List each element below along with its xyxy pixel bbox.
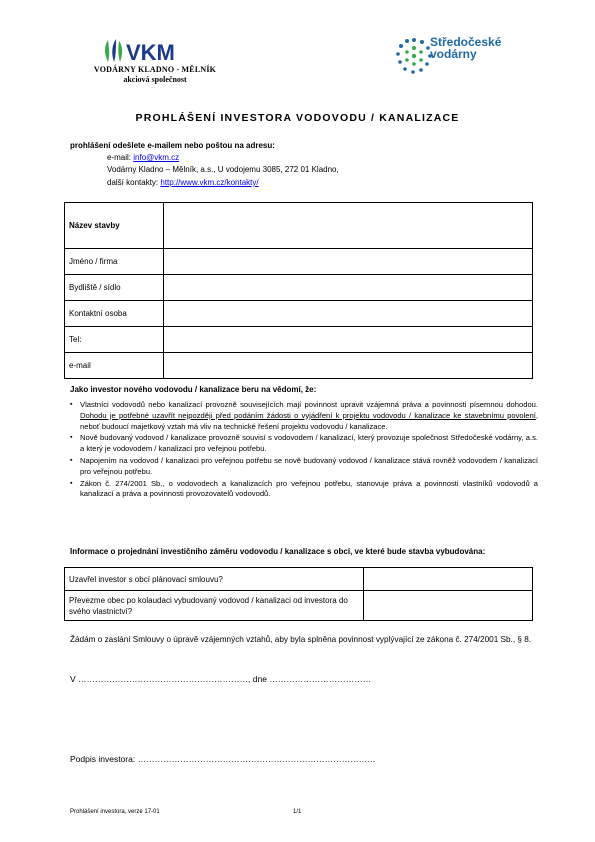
question-planning-contract: Uzavřel investor s obcí plánovací smlouvu? — [65, 568, 364, 591]
signature-line[interactable]: Podpis investora: ………………………………………………………………………… — [70, 754, 376, 764]
form-field-address[interactable] — [164, 275, 533, 301]
form-field-contact-person[interactable] — [164, 301, 533, 327]
form-row — [65, 327, 533, 353]
form-label-name: Jméno / firma — [65, 249, 164, 275]
question-ownership-transfer: Převezme obec po kolaudaci vybudovaný vodovod / kanalizaci od investora do svého vlastnictví? — [65, 591, 364, 621]
form-field-name[interactable] — [164, 249, 533, 275]
list-item: ▪ Napojením na vodovod / kanalizaci pro veřejnou potřebu se nově budovaný vodovod / kanalizace stává rovněž vodovodem / kanalizací pro veřejnou potřebu. — [68, 456, 538, 478]
form-row — [65, 275, 533, 301]
form-label-address: Bydliště / sídlo — [65, 275, 164, 301]
form-row — [65, 249, 533, 275]
form-label-phone: Tel: — [65, 327, 164, 353]
footer-page-number: 1/1 — [293, 809, 302, 815]
form-field-project[interactable] — [164, 203, 533, 249]
form-field-phone[interactable] — [164, 327, 533, 353]
company-form: akciová společnost — [123, 75, 187, 84]
list-item — [68, 400, 538, 432]
send-contacts-line — [107, 177, 259, 188]
contacts-label: další kontakty: — [107, 178, 159, 187]
form-row — [65, 203, 533, 249]
form-row — [65, 301, 533, 327]
place-date-line[interactable]: V ……………………………………………………, dne ……………………………… — [70, 674, 372, 684]
bullet-1-underlined: Dohodu je potřebné uzavřít nejpozději před podáním žádosti o vyjádření k projektu vodovodu / kanalizace ke stavebnímu povolení — [80, 410, 536, 420]
partner-logo-line2: vodárny — [430, 47, 477, 61]
email-link[interactable]: info@vkm.cz — [133, 153, 180, 162]
company-name: VODÁRNY KLADNO - MĚLNÍK — [93, 65, 217, 74]
form-label-contact-person: Kontaktní osoba — [65, 301, 164, 327]
table-row — [65, 591, 533, 621]
vkm-logo-text: VKM — [126, 40, 175, 65]
acknowledge-intro: Jako investor nového vodovodu / kanalizace beru na vědomí, že: — [70, 385, 317, 394]
municipality-table — [64, 567, 533, 621]
send-address: Vodárny Kladno – Mělník, a.s., U vodojemu 3085, 272 01 Kladno, — [107, 165, 339, 174]
acknowledge-list — [68, 400, 538, 501]
vkm-logo — [100, 36, 210, 66]
municipality-heading: Informace o projednání investičního záměru vodovodu / kanalizace s obcí, ve které bude stavba vybudována: — [70, 547, 486, 556]
form-label-project: Název stavby — [65, 203, 164, 249]
list-item: ▪ Nově budovaný vodovod / kanalizace provozně souvisí s vodovodem / kanalizací, který provozuje společnost Středočeské vodárny, a.s. a který je vodovodem / kanalizací pro veřejnou potřebu. — [68, 433, 538, 455]
answer-planning-contract[interactable] — [364, 568, 533, 591]
send-instructions: prohlášení odešlete e-mailem nebo poštou na adresu: — [70, 141, 275, 150]
table-row — [65, 568, 533, 591]
partner-logo-text — [430, 36, 501, 60]
partner-logo-line1: Středočeské — [430, 35, 502, 49]
bullet-1-text: Vlastníci vodovodů nebo kanalizací provozně souvisejících mají povinnost upravit vzájemná práva a povinnosti písemnou dohodou. — [80, 400, 538, 409]
page-title: PROHLÁŠENÍ INVESTORA VODOVODU / KANALIZACE — [135, 112, 460, 124]
answer-ownership-transfer[interactable] — [364, 591, 533, 621]
form-label-email: e-mail — [65, 353, 164, 379]
contract-request: Žádám o zaslání Smlouvy o úpravě vzájemných vztahů, aby byla splněna povinnost vyplývající ze zákona č. 274/2001 Sb., § 8. — [70, 635, 532, 644]
form-field-email[interactable] — [164, 353, 533, 379]
bullet-1-rest: , neboť budoucí majetkový vztah má vliv na technické řešení projektu vodovodu / kanalizace. — [80, 410, 538, 431]
investor-form-table — [64, 202, 533, 379]
footer-version: Prohlášení investora, verze 17-01 — [70, 809, 160, 815]
form-row — [65, 353, 533, 379]
send-email-line — [107, 152, 179, 163]
list-item: ▪ Zákon č. 274/2001 Sb., o vodovodech a kanalizacích pro veřejnou potřebu, stanovuje práva a povinnosti vlastníků vodovodů a kanalizací a práva a povinnosti provozovatelů vodovodů. — [68, 479, 538, 501]
contacts-link[interactable]: http://www.vkm.cz/kontakty/ — [160, 178, 259, 187]
email-label: e-mail: — [107, 153, 132, 162]
